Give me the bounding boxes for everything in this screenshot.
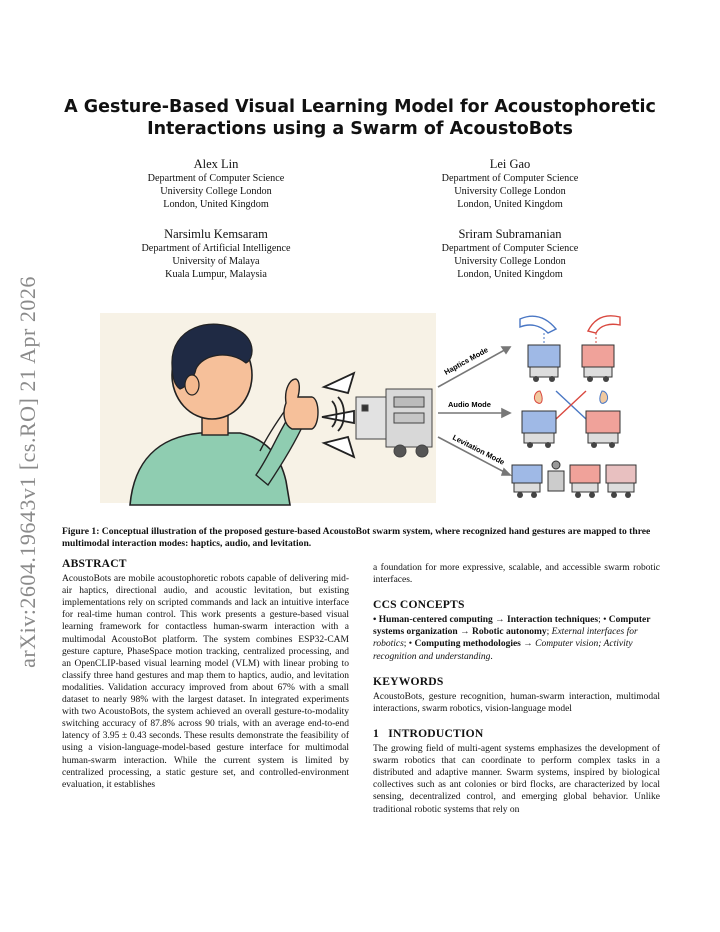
keywords-text: AcoustoBots, gesture recognition, human-swarm interaction, multimodal interactions, swarm robotics, vision-language model [373,691,660,714]
author-inst: University of Malaya [172,256,260,267]
introduction-heading: 1 INTRODUCTION [373,726,484,740]
levitation-mode-illustration [512,461,636,498]
introduction-section [373,728,660,816]
ccs-sep: ; • [403,639,415,650]
keywords-section [373,676,660,715]
author-name: Sriram Subramanian [458,227,562,241]
audio-mode-illustration [522,391,620,448]
author-dept: Department of Computer Science [441,173,579,184]
abstract-continued: a foundation for more expressive, scalable, and accessible swarm robotic interfaces. [373,563,660,586]
title-line-1: A Gesture-Based Visual Learning Model for Acoustophoretic [64,97,656,117]
ccs-text [373,614,660,662]
audio-mode-label: Audio Mode [448,400,491,409]
ccs-concept: Computing methodologies → [414,639,533,650]
ccs-section [373,599,660,662]
keywords-heading: KEYWORDS [373,674,444,688]
ccs-concept: Computer systems organization → Robotic autonomy [373,615,651,638]
ccs-subconcept: External interfaces for robotics [373,627,638,650]
author-dept: Department of Artificial Intelligence [141,243,291,254]
author-inst: University College London [160,186,272,197]
ccs-sep: ; [546,627,552,638]
abstract-heading: ABSTRACT [62,557,127,570]
ccs-heading: CCS CONCEPTS [373,598,465,612]
ccs-sep: . [490,651,493,662]
author-loc: London, United Kingdom [457,199,563,210]
right-column [373,562,660,816]
ccs-sep: ; • [598,615,609,626]
author-name: Narsimlu Kemsaram [164,227,268,241]
author-block [400,226,620,281]
title-line-2: Interactions using a Swarm of AcoustoBots [147,119,573,139]
arxiv-id: arXiv:2604.19643v1 [cs.RO] 21 Apr 2026 [15,276,40,668]
author-block [400,156,620,211]
teaser-figure [100,305,660,513]
figure-caption: Figure 1: Conceptual illustration of the proposed gesture-based AcoustoBot swarm system, where recognized hand gestures are mapped to three multimodal interaction modes: haptics, audio, and levitation. [62,526,651,549]
author-loc: London, United Kingdom [163,199,269,210]
haptics-mode-illustration [520,316,620,382]
author-loc: London, United Kingdom [457,269,563,280]
left-column [62,558,349,791]
author-inst: University College London [454,186,566,197]
paper-title [60,96,660,140]
author-name: Lei Gao [489,157,531,171]
ccs-concept: • Human-centered computing → Interaction techniques [373,615,599,626]
arxiv-watermark [8,262,48,682]
introduction-text: The growing field of multi-agent systems emphasizes the development of swarm robotics that can coordinate to perform complex tasks in a distributed and adaptive manner. Swarm systems, inspired by biological collectives such as ant colonies or bird flocks, are characterized by local sensing, decentralized control, and emerging global behavior. Unlike traditional robotic systems that rely on [373,744,660,815]
ccs-subconcept: Computer vision; Activity recognition and understanding [373,639,633,662]
author-dept: Department of Computer Science [441,243,579,254]
author-name: Alex Lin [193,157,239,171]
author-block [106,156,326,211]
author-loc: Kuala Lumpur, Malaysia [165,269,267,280]
abstract-text: AcoustoBots are mobile acoustophoretic robots capable of delivering mid-air haptics, directional audio, and acoustic levitation, but existing implementations rely on scripted commands and lack an intuitive interface for real-time human control. This work presents a gesture-based visual learning framework for contactless human-swarm interaction with a multimodal AcoustoBot platform. The system combines ESP32-CAM gesture capture, PhaseSpace motion tracking, centralized processing, and an OpenCLIP-based visual learning model (VLM) with linear probing to classify three hand gestures and map them to haptics, audio, and levitation modalities. Validation accuracy improved from about 67% with a small dataset to nearly 98% with the largest dataset. In integrated experiments with two AcoustoBots, the system achieved an overall gesture-to-modality switching accuracy of 87.8% across 90 trials, with an average end-to-end latency of 3.95 ± 0.43 seconds. These results demonstrate the feasibility of using a vision-language-model-based gesture interface for multimodal human-swarm interaction. While the current system is limited by centralized processing, a static gesture set, and controlled-environment evaluation, it establishes [62,574,349,790]
author-inst: University College London [454,256,566,267]
author-dept: Department of Computer Science [147,173,285,184]
levitation-mode-label: Levitation Mode [451,432,507,467]
haptics-mode-label: Haptics Mode [442,345,490,377]
author-block [106,226,326,281]
